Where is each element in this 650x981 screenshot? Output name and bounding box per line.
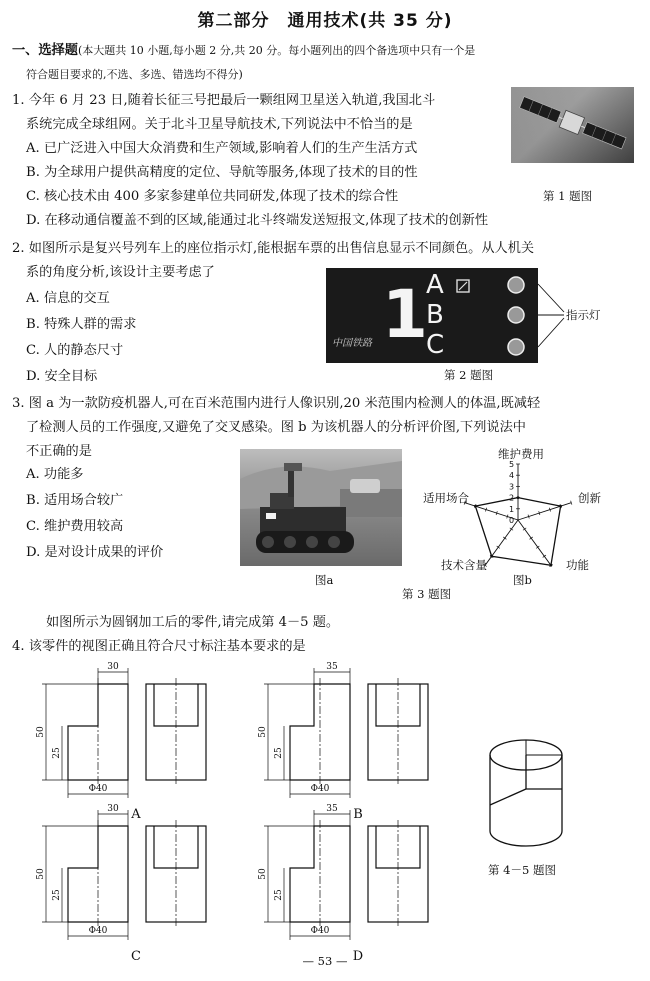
height-dim-text: 50	[258, 868, 268, 880]
top-dim-text: 35	[326, 804, 338, 814]
q2-option-b: B. 特殊人群的需求	[26, 317, 137, 332]
q4-stem: 4. 该零件的视图正确且符合尺寸标注基本要求的是	[12, 639, 306, 654]
q3-stem-1: 3. 图 a 为一款防疫机器人,可在百米范围内进行人像识别,20 米范围内检测人的体温,既减轻	[12, 396, 541, 411]
top-dim-text: 30	[107, 662, 119, 672]
radar-axis-label-maintenance: 维护费用	[498, 447, 544, 461]
indicator-light-3	[508, 339, 524, 355]
q1-option-d: D. 在移动通信覆盖不到的区域,能通过北斗终端发送短报文,体现了技术的创新性	[26, 213, 489, 228]
seat-indicator-photo	[326, 268, 538, 363]
dimensions	[264, 810, 350, 940]
radar-point-0	[517, 496, 520, 499]
indicator-label: 指示灯	[566, 308, 601, 322]
radar-axis-label-innovation: 创新	[578, 491, 601, 505]
radar-point-3	[490, 555, 493, 558]
q3-option-c: C. 维护费用较高	[26, 519, 124, 534]
q3-option-a: A. 功能多	[26, 467, 84, 482]
view-C	[36, 804, 206, 964]
radar-scale-label: 5	[509, 460, 515, 469]
view-label-D: D	[352, 949, 364, 964]
seat-letters: A B C	[426, 270, 445, 360]
page-number: — 53 —	[302, 954, 348, 968]
step-dim-text: 25	[52, 747, 62, 759]
view-label-B: B	[353, 807, 363, 822]
q3-figure-caption: 第 3 题图	[402, 587, 452, 601]
step-dim-text: 25	[274, 747, 284, 759]
radar-axis-label-function: 功能	[566, 558, 589, 572]
view-A	[36, 662, 206, 822]
width-dim-text: Φ40	[310, 926, 330, 936]
section-heading: 一、选择题	[12, 43, 78, 58]
radar-point-4	[474, 505, 477, 508]
fig-b-label: 图b	[513, 573, 532, 587]
width-dim-text: Φ40	[88, 784, 108, 794]
q1-figure-caption: 第 1 题图	[543, 189, 593, 203]
step-dim-text: 25	[52, 889, 62, 901]
q1-option-a: A. 已广泛进入中国大众消费和生产领域,影响着人们的生产生活方式	[26, 141, 418, 156]
side-view-step	[376, 684, 420, 726]
q1-stem-2: 系统完成全球组网。关于北斗卫星导航技术,下列说法中不恰当的是	[26, 117, 413, 132]
width-dim-text: Φ40	[88, 926, 108, 936]
q2-option-c: C. 人的静态尺寸	[26, 343, 124, 358]
dimensions	[42, 810, 128, 940]
radar-axis-2	[518, 520, 551, 565]
q2-stem-2: 系的角度分析,该设计主要考虑了	[26, 265, 215, 280]
radar-scale-label: 0	[509, 516, 515, 525]
side-view-step	[376, 826, 420, 868]
radar-scale-label: 2	[509, 493, 515, 503]
satellite-icon	[511, 87, 634, 163]
indicator-light-1	[508, 277, 524, 293]
radar-axis-3	[485, 520, 518, 565]
radar-point-1	[559, 505, 562, 508]
top-dim-text: 30	[107, 804, 119, 814]
page-title: 第二部分 通用技术(共 35 分)	[197, 11, 453, 31]
q45-intro: 如图所示为圆钢加工后的零件,请完成第 4－5 题。	[46, 615, 340, 630]
q45-figure-caption: 第 4－5 题图	[488, 863, 556, 877]
radar-axis-1	[518, 503, 571, 520]
dimensions	[264, 668, 350, 798]
q3-stem-3: 不正确的是	[26, 444, 92, 459]
height-dim-text: 50	[36, 726, 46, 738]
robot-icon	[240, 449, 402, 566]
width-dim-text: Φ40	[310, 784, 330, 794]
step-dim-text: 25	[274, 889, 284, 901]
view-B	[258, 662, 428, 822]
view-D	[258, 804, 428, 964]
indicator-light-2	[508, 307, 524, 323]
robot-photo	[240, 449, 402, 566]
height-dim-text: 50	[258, 726, 268, 738]
radar-scale-label: 3	[509, 482, 515, 492]
q2-option-a: A. 信息的交互	[26, 291, 110, 306]
seat-number: 1	[382, 276, 428, 353]
top-dim-text: 35	[326, 662, 338, 672]
cylinder-part-drawing	[478, 735, 578, 860]
radar-scale-label: 1	[509, 504, 515, 514]
radar-scale-label: 4	[509, 471, 515, 481]
railway-logo: 中国铁路	[332, 338, 372, 349]
q3-option-d: D. 是对设计成果的评价	[26, 545, 164, 560]
radar-axis-label-technology: 技术含量	[441, 558, 487, 572]
height-dim-text: 50	[36, 868, 46, 880]
radar-axis-label-applicability: 适用场合	[423, 491, 469, 505]
q1-stem-1: 1. 今年 6 月 23 日,随着长征三号把最后一颗组网卫星送入轨道,我国北斗	[12, 93, 436, 108]
q3-stem-2: 了检测人员的工作强度,又避免了交叉感染。图 b 为该机器人的分析评价图,下列说法中	[26, 420, 526, 435]
q2-stem-1: 2. 如图所示是复兴号列车上的座位指示灯,能根据车票的出售信息显示不同颜色。从人机关	[12, 241, 535, 256]
radar-point-2	[550, 564, 553, 567]
side-view-step	[154, 684, 198, 726]
dimensions	[42, 668, 128, 798]
q1-option-c: C. 核心技术由 400 多家参建单位共同研发,体现了技术的综合性	[26, 189, 399, 204]
fig-a-label: 图a	[315, 573, 334, 587]
q3-option-b: B. 适用场合较广	[26, 493, 124, 508]
q2-option-d: D. 安全目标	[26, 369, 98, 384]
q1-option-b: B. 为全球用户提供高精度的定位、导航等服务,体现了技术的目的性	[26, 165, 418, 180]
view-label-C: C	[131, 949, 141, 964]
section-instruction: 一、选择题(本大题共 10 小题,每小题 2 分,共 20 分。每小题列出的四个备选项中只有一个是	[12, 43, 476, 58]
section-instruction-2: 符合题目要求的,不选、多选、错选均不得分)	[26, 68, 243, 81]
side-view-step	[154, 826, 198, 868]
view-label-A: A	[131, 807, 141, 822]
satellite-photo	[511, 87, 634, 163]
q2-figure-caption: 第 2 题图	[444, 368, 494, 382]
